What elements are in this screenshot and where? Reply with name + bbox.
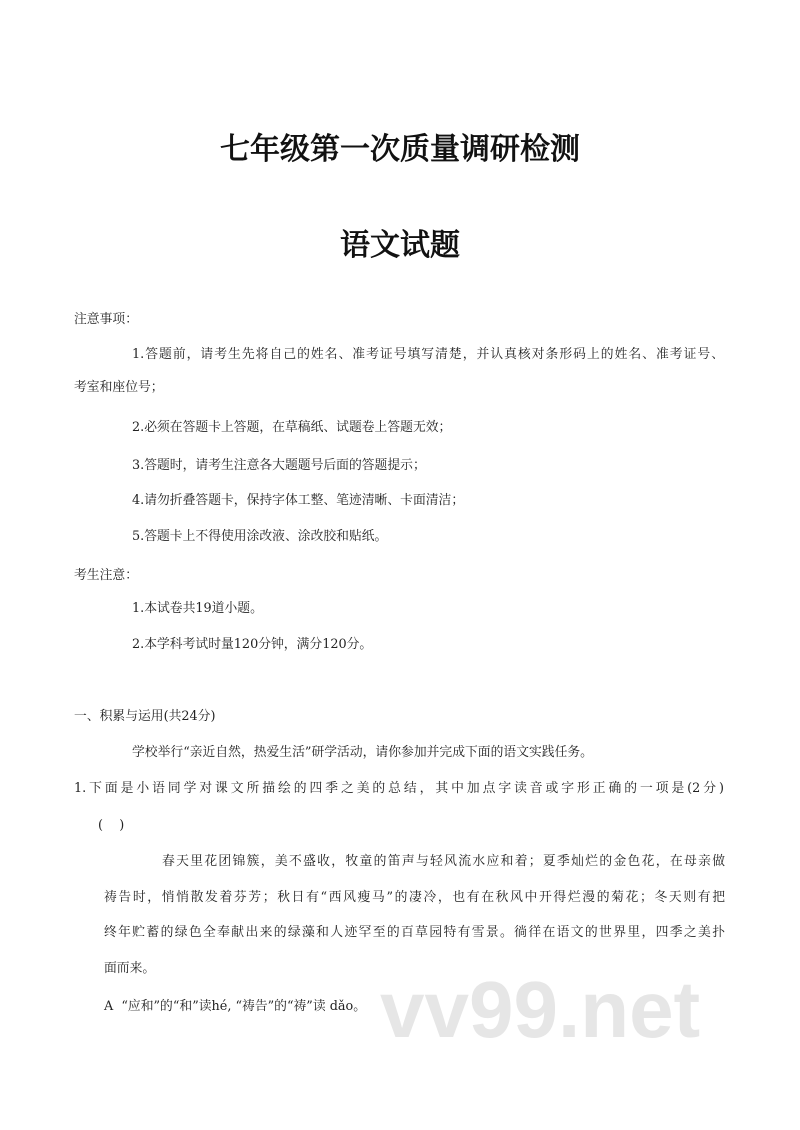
passage-line: 祷告时，悄悄散发着芬芳；秋日有“西风瘦马”的凄冷，也有在秋风中开得烂漫的菊花；冬天则有把 — [104, 890, 725, 905]
candidate-notice-item: 2.本学科考试时量120分钟，满分120分。 — [132, 637, 373, 652]
page-subtitle: 语文试题 — [340, 228, 460, 263]
notice-item: 3.答题时，请考生注意各大题题号后面的答题提示； — [132, 458, 426, 473]
notice-item: 2.必须在答题卡上答题，在草稿纸、试题卷上答题无效； — [132, 420, 452, 435]
notice-item: 1.答题前，请考生先将自己的姓名、准考证号填写清楚，并认真核对条形码上的姓名、准考证号、 — [132, 347, 724, 362]
candidate-notice-heading: 考生注意： — [74, 568, 138, 583]
notice-item: 5.答题卡上不得使用涂改液、涂改胶和贴纸。 — [132, 529, 388, 544]
notice-item: 4.请勿折叠答题卡，保持字体工整、笔迹清晰、卡面清洁； — [132, 493, 465, 508]
watermark: vv99.net — [380, 965, 701, 1054]
passage-line: 终年贮蓄的绿色全奉献出来的绿藻和人迹罕至的百草园特有雪景。徜徉在语文的世界里，四季之美扑 — [104, 925, 725, 940]
passage-line: 春天里花团锦簇，美不盛收，牧童的笛声与轻风流水应和着；夏季灿烂的金色花，在母亲做 — [162, 854, 725, 869]
notice-item: 考室和座位号； — [74, 380, 164, 395]
question-stem: 1.下面是小语同学对课文所描绘的四季之美的总结，其中加点字读音或字形正确的一项是(2分) — [74, 781, 724, 796]
answer-blank: ( ) — [98, 818, 125, 833]
candidate-notice-item: 1.本试卷共19道小题。 — [132, 601, 263, 616]
section-heading: 一、积累与运用(共24分) — [74, 709, 216, 724]
page-title: 七年级第一次质量调研检测 — [220, 132, 580, 167]
passage-line: 面而来。 — [104, 961, 156, 976]
section-intro: 学校举行“亲近自然，热爱生活”研学活动，请你参加并完成下面的语文实践任务。 — [132, 745, 593, 760]
option-a: A “应和”的“和”读hé, “祷告”的“祷”读 dǎo。 — [104, 999, 367, 1014]
notice-heading: 注意事项： — [74, 312, 138, 327]
